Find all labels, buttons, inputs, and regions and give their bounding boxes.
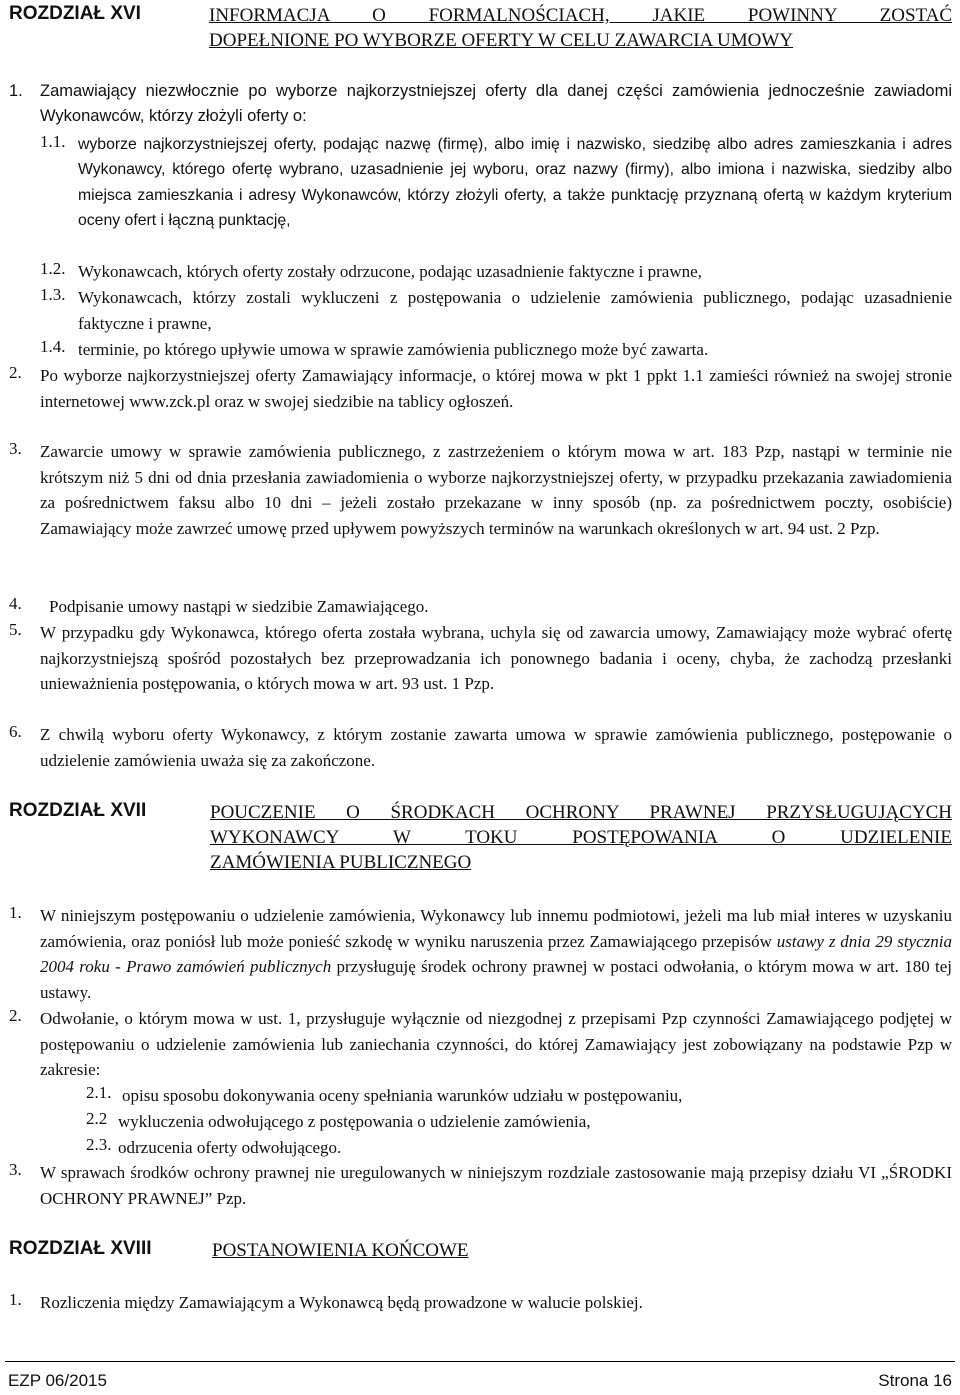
ch16-item-1-1-text: wyborze najkorzystniejszej oferty, podając nazwę (firmę), albo imię i nazwisko, siedzibę albo adres zamieszkania i adres Wykonawcy, którego ofertę wybrano, uzasadnienie jej wyboru, oraz nazwy (firmy), albo imiona i nazwiska, siedziby albo miejsca zamieszkania i adresy Wykonawców, którzy złożyli oferty, a także punktację przyznaną ofertą w każdym kryterium oceny ofert i łączną punktację, <box>78 136 952 230</box>
ch16-item-4-number: 4. <box>9 594 22 613</box>
ch16-item-2-text: Po wyborze najkorzystniejszej oferty Zamawiający informacje, o której mowa w pkt 1 ppkt 1.1 zamieści również na swojej stronie internetowej www.zck.pl oraz w swojej siedzibie na tablicy ogłoszeń. <box>40 366 952 411</box>
ch17-item-2-3-number: 2.3. <box>86 1135 112 1154</box>
ch17-item-2-2-number: 2.2 <box>86 1109 108 1128</box>
ch16-item-1-2-text: Wykonawcach, których oferty zostały odrzucone, podając uzasadnienie faktyczne i prawne, <box>78 262 702 281</box>
chapter-16-title-line2: DOPEŁNIONE PO WYBORZE OFERTY W CELU ZAWARCIA UMOWY <box>209 30 794 51</box>
ch16-item-1-1-number: 1.1. <box>40 132 66 151</box>
chapter-17-label: ROZDZIAŁ XVII <box>9 800 147 821</box>
chapter-18-title <box>212 1238 952 1263</box>
ch16-item-6-number: 6. <box>9 722 22 741</box>
chapter-16-label: ROZDZIAŁ XVI <box>9 3 141 24</box>
ch17-item-3-text: W sprawach środków ochrony prawnej nie uregulowanych w niniejszym rozdziale zastosowanie mają przepisy działu VI „ŚRODKI OCHRONY PRAWNEJ” Pzp. <box>40 1163 952 1208</box>
footer-document-id: EZP 06/2015 <box>8 1371 107 1390</box>
ch17-item-2-1-text: opisu sposobu dokonywania oceny spełniania warunków udziału w postępowaniu, <box>122 1086 683 1105</box>
ch16-item-4-text: Podpisanie umowy nastąpi w siedzibie Zamawiającego. <box>49 597 429 616</box>
chapter-16-heading <box>9 3 952 53</box>
ch17-item-1-act-name: ustawy z dnia 29 stycznia 2004 roku - Prawo zamówień publicznych <box>40 931 952 977</box>
ch17-item-1-text <box>40 903 952 1005</box>
chapter-17-heading <box>9 800 952 875</box>
ch16-item-1-3-text: Wykonawcach, którzy zostali wykluczeni z postępowania o udzielenie zamówienia publicznego, podając uzasadnienie faktyczne i prawne, <box>78 288 952 333</box>
ch16-item-3-text: Zawarcie umowy w sprawie zamówienia publicznego, z zastrzeżeniem o którym mowa w art. 183 Pzp, nastąpi w terminie nie krótszym niż 5 dni od dnia przesłania zawiadomienia o wyborze najkorzystniejszej oferty, w przypadku przekazania zawiadomienia za pośrednictwem faksu albo 10 dni – jeżeli zostało przekazane w inny sposób (np. za pośrednictwem poczty, osobiście) Zamawiający może zawrzeć umowę przed upływem powyższych terminów na warunkach określonych w art. 94 ust. 2 Pzp. <box>40 442 952 538</box>
ch16-item-1-3-number: 1.3. <box>40 285 66 304</box>
ch16-item-1-4-text: terminie, po którego upływie umowa w sprawie zamówienia publicznego może być zawarta. <box>78 340 709 359</box>
ch17-item-3-number: 3. <box>9 1160 22 1179</box>
ch17-item-2-2-text: wykluczenia odwołującego z postępowania o udzielenie zamówienia, <box>118 1112 591 1131</box>
ch16-item-5-text: W przypadku gdy Wykonawca, którego oferta została wybrana, uchyla się od zawarcia umowy, Zamawiający może wybrać ofertę najkorzystniejszą spośród pozostałych bez przeprowadzania ich ponownego badania i oceny, chyba, że zachodzą przesłanki unieważnienia postępowania, o których mowa w art. 93 ust. 1 Pzp. <box>40 623 952 694</box>
ch18-item-1-number: 1. <box>9 1290 22 1309</box>
ch17-item-1-number: 1. <box>9 903 22 922</box>
chapter-18-heading <box>9 1238 952 1263</box>
chapter-16-title-line1: INFORMACJA O FORMALNOŚCIACH, JAKIE POWINNY ZOSTAĆ <box>209 5 952 26</box>
ch16-item-1-4-number: 1.4. <box>40 337 66 356</box>
ch17-item-2-1-number: 2.1. <box>86 1083 112 1102</box>
ch17-item-2-number: 2. <box>9 1006 22 1025</box>
chapter-18-title-line1: POSTANOWIENIA KOŃCOWE <box>212 1240 469 1261</box>
footer-divider <box>5 1361 955 1362</box>
chapter-17-title <box>210 800 952 875</box>
ch17-item-2-3-text: odrzucenia oferty odwołującego. <box>118 1138 342 1157</box>
ch16-item-3-number: 3. <box>9 439 22 458</box>
ch17-item-1-text-a: W niniejszym postępowaniu o udzielenie zamówienia, Wykonawcy lub innemu podmiotowi, jeżeli ma lub miał interes w uzyskaniu zamówienia, oraz poniósł lub może ponieść szkodę w wyniku naruszenia przez Zamawiającego przepisów <box>40 906 952 951</box>
chapter-17-title-line2: WYKONAWCY W TOKU POSTĘPOWANIA O UDZIELENIE <box>210 827 952 848</box>
ch17-item-1-text-b: przysługuję środek ochrony prawnej w postaci odwołania, o którym mowa w art. 180 tej ustawy. <box>40 957 952 1002</box>
ch16-item-6-text: Z chwilą wyboru oferty Wykonawcy, z którym zostanie zawarta umowa w sprawie zamówienia publicznego, postępowanie o udzielenie zamówienia uważa się za zakończone. <box>40 725 952 770</box>
ch16-item-1-text: Zamawiający niezwłocznie po wyborze najkorzystniejszej oferty dla danej części zamówienia jednocześnie zawiadomi Wykonawców, którzy złożyli oferty o: <box>40 82 952 125</box>
chapter-18-label: ROZDZIAŁ XVIII <box>9 1238 152 1259</box>
ch17-item-2-text: Odwołanie, o którym mowa w ust. 1, przysługuje wyłącznie od niezgodnej z przepisami Pzp czynności Zamawiającego podjętej w postępowaniu o udzielenie zamówienia lub zaniechania czynności, do której Zamawiający jest zobowiązany na podstawie Pzp w zakresie: <box>40 1009 952 1080</box>
ch18-item-1-text: Rozliczenia między Zamawiającym a Wykonawcą będą prowadzone w walucie polskiej. <box>40 1293 643 1312</box>
footer-page-number: Strona 16 <box>878 1371 952 1390</box>
ch16-item-1-2-number: 1.2. <box>40 259 66 278</box>
ch16-item-5-number: 5. <box>9 620 22 639</box>
ch16-item-1-number: 1. <box>9 82 23 100</box>
ch16-item-2-number: 2. <box>9 363 22 382</box>
chapter-17-title-line3: ZAMÓWIENIA PUBLICZNEGO <box>210 852 472 873</box>
chapter-17-title-line1: POUCZENIE O ŚRODKACH OCHRONY PRAWNEJ PRZYSŁUGUJĄCYCH <box>210 802 952 823</box>
chapter-16-title <box>209 3 952 53</box>
